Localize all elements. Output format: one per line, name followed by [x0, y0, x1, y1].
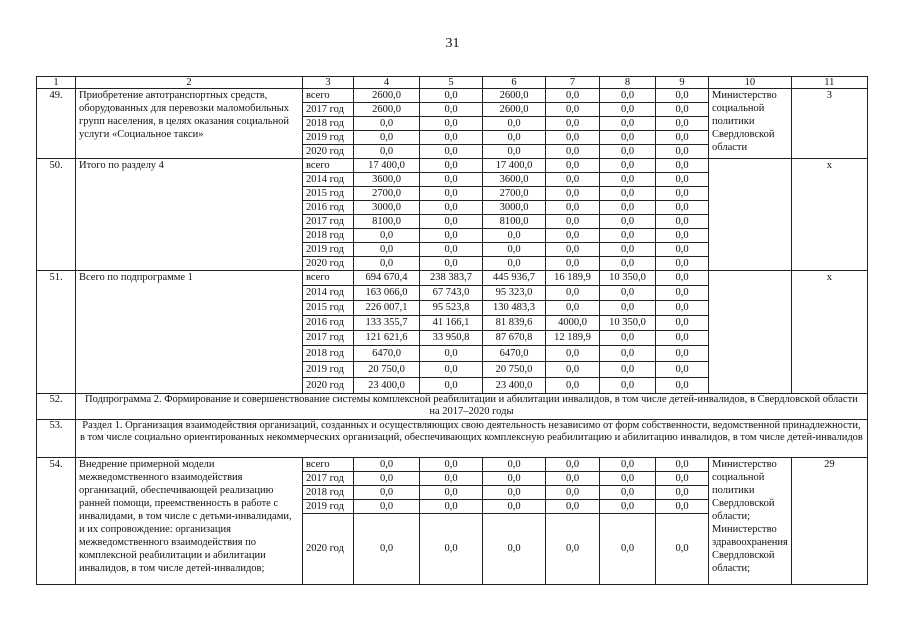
value-cell: 0,0	[483, 243, 546, 257]
value-cell: 0,0	[483, 472, 546, 486]
value-cell: 0,0	[420, 346, 483, 362]
value-cell: 121 621,6	[354, 331, 420, 346]
value-cell: 0,0	[546, 159, 600, 173]
value-cell: 0,0	[354, 145, 420, 159]
period-cell: всего	[303, 458, 354, 472]
value-cell: 0,0	[546, 486, 600, 500]
period-cell: 2018 год	[303, 229, 354, 243]
value-cell: 20 750,0	[354, 362, 420, 378]
value-cell: 0,0	[483, 229, 546, 243]
value-cell: 3600,0	[483, 173, 546, 187]
period-cell: 2015 год	[303, 187, 354, 201]
value-cell: 0,0	[354, 229, 420, 243]
section-title: Подпрограмма 2. Формирование и совершенствование системы комплексной реабилитации и абилитации инвалидов, в том числе детей-инвалидов, в Свердловской области на 2017–2020 годы	[76, 394, 868, 420]
period-cell: 2019 год	[303, 500, 354, 514]
value-cell: 0,0	[420, 201, 483, 215]
value-cell: 0,0	[656, 316, 709, 331]
period-cell: 2015 год	[303, 301, 354, 316]
value-cell: 0,0	[600, 201, 656, 215]
col-header: 11	[791, 77, 867, 89]
value-cell: 0,0	[546, 458, 600, 472]
section-row	[37, 394, 868, 420]
value-cell: 0,0	[354, 458, 420, 472]
value-cell: 0,0	[600, 500, 656, 514]
value-cell: 0,0	[546, 472, 600, 486]
value-cell: 226 007,1	[354, 301, 420, 316]
value-cell: 3000,0	[354, 201, 420, 215]
value-cell: 0,0	[546, 500, 600, 514]
period-cell: 2017 год	[303, 215, 354, 229]
value-cell: 0,0	[600, 514, 656, 585]
value-cell: 2600,0	[483, 89, 546, 103]
value-cell: 0,0	[656, 458, 709, 472]
value-cell: 0,0	[600, 472, 656, 486]
value-cell: 0,0	[656, 89, 709, 103]
value-cell: 20 750,0	[483, 362, 546, 378]
value-cell: 0,0	[420, 131, 483, 145]
value-cell: 0,0	[420, 257, 483, 271]
value-cell: 0,0	[600, 187, 656, 201]
target-ref: х	[791, 271, 867, 394]
value-cell: 4000,0	[546, 316, 600, 331]
period-cell: 2016 год	[303, 201, 354, 215]
period-cell: 2020 год	[303, 378, 354, 394]
value-cell: 0,0	[600, 378, 656, 394]
value-cell: 0,0	[420, 514, 483, 585]
value-cell: 0,0	[600, 243, 656, 257]
value-cell: 0,0	[354, 514, 420, 585]
col-header: 8	[600, 77, 656, 89]
target-ref: х	[791, 159, 867, 271]
row-number: 52.	[37, 394, 76, 420]
value-cell: 0,0	[656, 103, 709, 117]
value-cell: 0,0	[600, 131, 656, 145]
col-header: 1	[37, 77, 76, 89]
period-cell: 2017 год	[303, 472, 354, 486]
value-cell: 0,0	[354, 472, 420, 486]
value-cell: 0,0	[420, 472, 483, 486]
value-cell: 0,0	[483, 257, 546, 271]
value-cell: 0,0	[656, 173, 709, 187]
value-cell: 0,0	[656, 500, 709, 514]
period-cell: 2019 год	[303, 243, 354, 257]
value-cell: 0,0	[600, 486, 656, 500]
value-cell: 0,0	[600, 145, 656, 159]
section-row	[37, 420, 868, 458]
responsible-org	[709, 159, 792, 271]
value-cell: 0,0	[354, 243, 420, 257]
value-cell: 130 483,3	[483, 301, 546, 316]
value-cell: 445 936,7	[483, 271, 546, 286]
value-cell: 41 166,1	[420, 316, 483, 331]
value-cell: 0,0	[600, 215, 656, 229]
period-cell: 2018 год	[303, 346, 354, 362]
value-cell: 0,0	[656, 187, 709, 201]
row-number: 50.	[37, 159, 76, 271]
value-cell: 0,0	[546, 229, 600, 243]
table-row	[37, 159, 868, 173]
value-cell: 81 839,6	[483, 316, 546, 331]
value-cell: 8100,0	[354, 215, 420, 229]
value-cell: 0,0	[656, 346, 709, 362]
value-cell: 0,0	[600, 301, 656, 316]
col-header: 10	[709, 77, 792, 89]
col-header: 5	[420, 77, 483, 89]
value-cell: 0,0	[420, 173, 483, 187]
value-cell: 87 670,8	[483, 331, 546, 346]
value-cell: 0,0	[483, 117, 546, 131]
value-cell: 0,0	[420, 159, 483, 173]
value-cell: 0,0	[656, 229, 709, 243]
value-cell: 0,0	[656, 257, 709, 271]
row-number: 54.	[37, 458, 76, 585]
value-cell: 0,0	[600, 346, 656, 362]
value-cell: 0,0	[420, 215, 483, 229]
value-cell: 0,0	[546, 286, 600, 301]
value-cell: 163 066,0	[354, 286, 420, 301]
value-cell: 0,0	[420, 117, 483, 131]
col-header: 4	[354, 77, 420, 89]
value-cell: 0,0	[600, 173, 656, 187]
value-cell: 0,0	[420, 458, 483, 472]
col-header: 3	[303, 77, 354, 89]
value-cell: 133 355,7	[354, 316, 420, 331]
responsible-org	[709, 271, 792, 394]
value-cell: 0,0	[600, 331, 656, 346]
period-cell: 2017 год	[303, 331, 354, 346]
value-cell: 0,0	[600, 103, 656, 117]
value-cell: 0,0	[546, 514, 600, 585]
row-name: Приобретение автотранспортных средств, оборудованных для перевозки маломобильных групп населения, в целях оказания социальной услуги «Социальное такси»	[76, 89, 303, 159]
row-name: Всего по подпрограмме 1	[76, 271, 303, 394]
header-row	[37, 77, 868, 89]
col-header: 6	[483, 77, 546, 89]
col-header: 2	[76, 77, 303, 89]
row-name: Итого по разделу 4	[76, 159, 303, 271]
value-cell: 0,0	[354, 131, 420, 145]
value-cell: 17 400,0	[483, 159, 546, 173]
value-cell: 0,0	[420, 500, 483, 514]
value-cell: 10 350,0	[600, 271, 656, 286]
value-cell: 694 670,4	[354, 271, 420, 286]
value-cell: 0,0	[354, 500, 420, 514]
period-cell: 2017 год	[303, 103, 354, 117]
value-cell: 2600,0	[483, 103, 546, 117]
table-row	[37, 458, 868, 472]
value-cell: 0,0	[656, 243, 709, 257]
value-cell: 95 523,8	[420, 301, 483, 316]
period-cell: 2014 год	[303, 286, 354, 301]
value-cell: 0,0	[656, 472, 709, 486]
value-cell: 2700,0	[354, 187, 420, 201]
value-cell: 0,0	[656, 378, 709, 394]
value-cell: 0,0	[656, 159, 709, 173]
value-cell: 0,0	[600, 89, 656, 103]
value-cell: 0,0	[656, 271, 709, 286]
value-cell: 0,0	[600, 229, 656, 243]
value-cell: 12 189,9	[546, 331, 600, 346]
value-cell: 3600,0	[354, 173, 420, 187]
value-cell: 10 350,0	[600, 316, 656, 331]
responsible-org: Министерство социальной политики Свердловской области; Министерство здравоохранения Свердловской области;	[709, 458, 792, 585]
target-ref: 29	[791, 458, 867, 585]
period-cell: 2020 год	[303, 514, 354, 585]
value-cell: 0,0	[656, 215, 709, 229]
value-cell: 33 950,8	[420, 331, 483, 346]
value-cell: 0,0	[656, 145, 709, 159]
value-cell: 0,0	[420, 243, 483, 257]
value-cell: 0,0	[420, 486, 483, 500]
value-cell: 0,0	[546, 103, 600, 117]
value-cell: 8100,0	[483, 215, 546, 229]
value-cell: 0,0	[656, 286, 709, 301]
value-cell: 3000,0	[483, 201, 546, 215]
value-cell: 17 400,0	[354, 159, 420, 173]
value-cell: 0,0	[420, 145, 483, 159]
value-cell: 0,0	[354, 486, 420, 500]
period-cell: 2020 год	[303, 145, 354, 159]
value-cell: 0,0	[546, 362, 600, 378]
value-cell: 0,0	[546, 201, 600, 215]
value-cell: 67 743,0	[420, 286, 483, 301]
value-cell: 16 189,9	[546, 271, 600, 286]
table-row	[37, 271, 868, 286]
row-number: 53.	[37, 420, 76, 458]
value-cell: 95 323,0	[483, 286, 546, 301]
value-cell: 0,0	[420, 362, 483, 378]
section-title: Раздел 1. Организация взаимодействия организаций, созданных и осуществляющих свою деятельность независимо от форм собственности, ведомственной принадлежности, в том числе социально ориентированных некоммерческих организаций, обеспечивающих комплексную реабилитацию и абилитацию инвалидов, в том числе детей-инвалидов	[76, 420, 868, 458]
responsible-org: Министерство социальной политики Свердловской области	[709, 89, 792, 159]
value-cell: 0,0	[656, 201, 709, 215]
value-cell: 0,0	[483, 486, 546, 500]
value-cell: 0,0	[546, 117, 600, 131]
value-cell: 0,0	[483, 500, 546, 514]
period-cell: 2019 год	[303, 131, 354, 145]
value-cell: 0,0	[656, 117, 709, 131]
value-cell: 0,0	[546, 187, 600, 201]
value-cell: 0,0	[546, 257, 600, 271]
value-cell: 6470,0	[354, 346, 420, 362]
value-cell: 0,0	[546, 346, 600, 362]
period-cell: всего	[303, 159, 354, 173]
period-cell: 2018 год	[303, 117, 354, 131]
value-cell: 2700,0	[483, 187, 546, 201]
value-cell: 0,0	[656, 331, 709, 346]
value-cell: 23 400,0	[354, 378, 420, 394]
period-cell: 2019 год	[303, 362, 354, 378]
value-cell: 0,0	[546, 301, 600, 316]
col-header: 7	[546, 77, 600, 89]
value-cell: 0,0	[600, 159, 656, 173]
period-cell: 2020 год	[303, 257, 354, 271]
value-cell: 0,0	[420, 103, 483, 117]
value-cell: 0,0	[600, 362, 656, 378]
row-name: Внедрение примерной модели межведомственного взаимодействия организаций, обеспечивающей реализацию ранней помощи, преемственность в работе с инвалидами, в том числе с детьми-инвалидами, и их сопровождение: организация межведомственного взаимодействия по комплексной реабилитации и абилитации инвалидов, в том числе детей-инвалидов;	[76, 458, 303, 585]
value-cell: 0,0	[600, 286, 656, 301]
value-cell: 0,0	[600, 117, 656, 131]
value-cell: 0,0	[656, 362, 709, 378]
value-cell: 238 383,7	[420, 271, 483, 286]
budget-table	[36, 76, 868, 585]
value-cell: 0,0	[483, 458, 546, 472]
value-cell: 0,0	[420, 89, 483, 103]
value-cell: 0,0	[546, 131, 600, 145]
value-cell: 0,0	[656, 131, 709, 145]
value-cell: 0,0	[546, 173, 600, 187]
value-cell: 0,0	[420, 378, 483, 394]
value-cell: 2600,0	[354, 103, 420, 117]
value-cell: 0,0	[600, 458, 656, 472]
value-cell: 0,0	[546, 215, 600, 229]
value-cell: 0,0	[354, 117, 420, 131]
period-cell: всего	[303, 89, 354, 103]
value-cell: 0,0	[656, 514, 709, 585]
value-cell: 0,0	[546, 378, 600, 394]
value-cell: 0,0	[420, 229, 483, 243]
target-ref: 3	[791, 89, 867, 159]
value-cell: 6470,0	[483, 346, 546, 362]
col-header: 9	[656, 77, 709, 89]
value-cell: 2600,0	[354, 89, 420, 103]
period-cell: всего	[303, 271, 354, 286]
value-cell: 0,0	[483, 145, 546, 159]
value-cell: 0,0	[656, 486, 709, 500]
value-cell: 0,0	[546, 89, 600, 103]
value-cell: 0,0	[354, 257, 420, 271]
value-cell: 0,0	[546, 243, 600, 257]
value-cell: 0,0	[600, 257, 656, 271]
table-row	[37, 89, 868, 103]
row-number: 51.	[37, 271, 76, 394]
value-cell: 23 400,0	[483, 378, 546, 394]
page-number: 31	[445, 36, 460, 51]
row-number: 49.	[37, 89, 76, 159]
period-cell: 2014 год	[303, 173, 354, 187]
value-cell: 0,0	[483, 514, 546, 585]
value-cell: 0,0	[483, 131, 546, 145]
value-cell: 0,0	[546, 145, 600, 159]
period-cell: 2018 год	[303, 486, 354, 500]
period-cell: 2016 год	[303, 316, 354, 331]
value-cell: 0,0	[420, 187, 483, 201]
value-cell: 0,0	[656, 301, 709, 316]
